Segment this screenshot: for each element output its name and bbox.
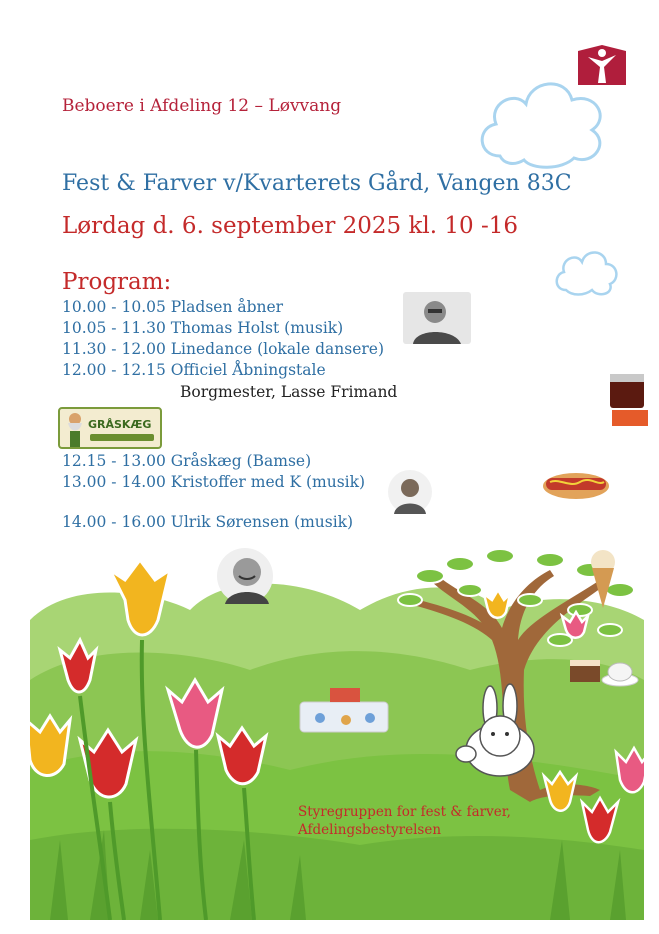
- performer-photo-icon: [217, 548, 273, 604]
- program-item: 11.30 - 12.00 Linedance (lokale dansere): [62, 340, 385, 358]
- event-date: Lørdag d. 6. september 2025 kl. 10 -16: [62, 213, 519, 239]
- hotdog-icon: [540, 460, 612, 506]
- beard-figure-icon: [62, 409, 88, 447]
- program-item: 13.00 - 14.00 Kristoffer med K (musik): [62, 473, 366, 491]
- organizer-line: Beboere i Afdeling 12 – Løvvang: [62, 96, 342, 116]
- icecream-icon: [588, 548, 618, 610]
- cloud-icon: [470, 66, 610, 172]
- performer-photo-icon: [403, 292, 471, 344]
- program-item: 12.00 - 12.15 Officiel Åbningstale: [62, 361, 326, 379]
- small-cloud-icon: [550, 244, 622, 298]
- event-venue: Fest & Farver v/Kvarterets Gård, Vangen 83C: [62, 171, 572, 196]
- footer-signature: [298, 803, 511, 839]
- program-item: 14.00 - 16.00 Ulrik Sørensen (musik): [62, 513, 354, 531]
- garden-illustration: [30, 540, 644, 920]
- band-logo-banner: [90, 434, 154, 441]
- program-item: 10.05 - 11.30 Thomas Holst (musik): [62, 319, 344, 337]
- performer-photo-icon: [388, 470, 432, 514]
- drink-icon: [606, 368, 650, 430]
- program-heading: Program:: [62, 269, 172, 295]
- band-logo: [58, 407, 162, 449]
- footer-line: Styregruppen for fest & farver,: [298, 804, 511, 820]
- opening-speaker: Borgmester, Lasse Frimand: [180, 383, 398, 401]
- band-logo-text: GRÅSKÆG: [88, 418, 152, 431]
- program-item: 12.15 - 13.00 Gråskæg (Bamse): [62, 452, 312, 470]
- program-item: 10.00 - 10.05 Pladsen åbner: [62, 298, 284, 316]
- footer-line: Afdelingsbestyrelsen: [298, 822, 442, 838]
